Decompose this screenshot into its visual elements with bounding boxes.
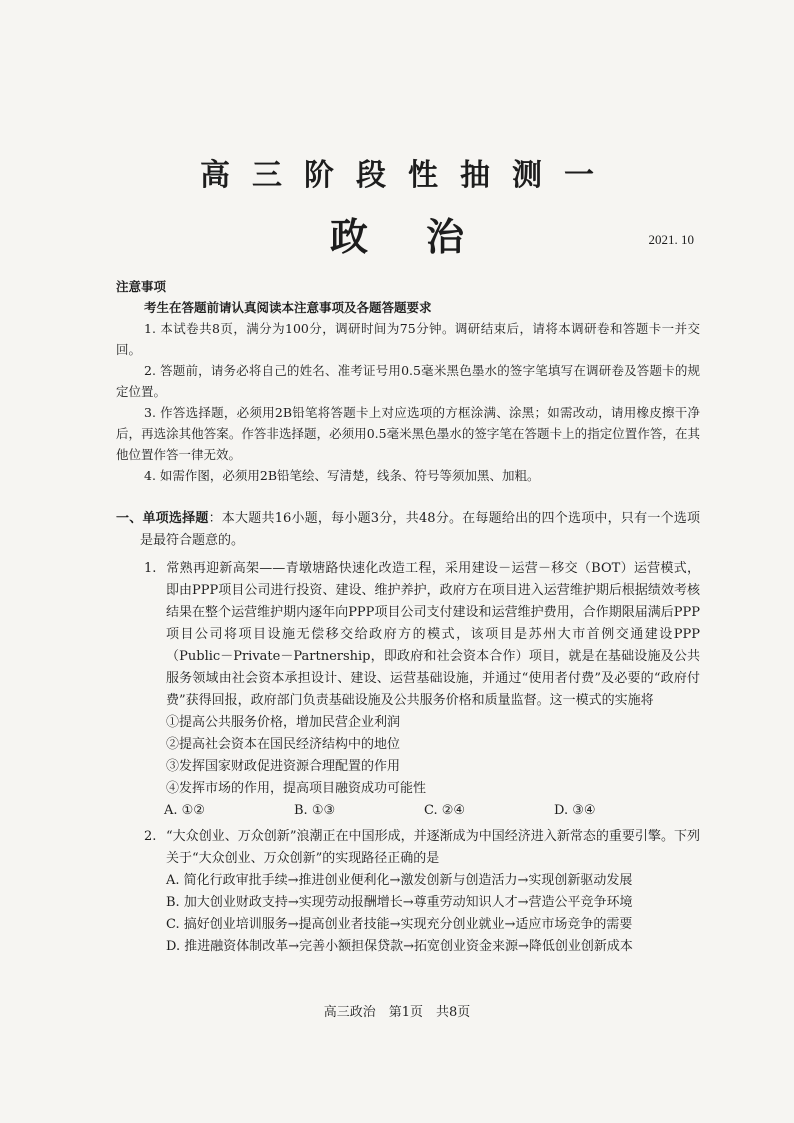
answer-choices	[116, 800, 700, 822]
section-title-bold: 一、单项选择题	[116, 511, 209, 526]
question-2	[116, 826, 700, 870]
choice-d: D. ③④	[554, 803, 596, 818]
option-a: A. 简化行政审批手续→推进创业便利化→激发创新与创造活力→实现创新驱动发展	[166, 873, 633, 888]
question-1	[116, 558, 700, 712]
notice-item: 1. 本试卷共8页，满分为100分，调研时间为75分钟。调研结束后，请将本调研卷和答题卡一并交回。	[116, 321, 700, 357]
choice-c: C. ②④	[424, 803, 466, 818]
choice-a: A. ①②	[164, 803, 205, 818]
statement-item: ④发挥市场的作用，提高项目融资成功可能性	[166, 781, 427, 796]
section-single-choice	[116, 508, 700, 958]
option-b: B. 加大创业财政支持→实现劳动报酬增长→尊重劳动知识人才→营造公平竞争环境	[166, 895, 633, 910]
subject-title: 政治	[329, 214, 522, 259]
question-stem: 常熟再迎新高架——青墩塘路快速化改造工程，采用建设－运营－移交（BOT）运营模式，即由PPP项目公司进行投资、建设、维护养护，政府方在项目进入运营维护期后根据绩效考核结果在整个运营维护期内逐年向PPP项目公司支付建设和运营维护费用，合作期限届满后PPP项目公司将项目设施无偿移交给政府方的模式，该项目是苏州大市首例交通建设PPP（Public－Private－Partnership，即政府和社会资本合作）项目，就是在基础设施及公共服务领域由社会资本承担设计、建设、运营基础设施，并通过“使用者付费”及必要的“政府付费”获得回报，政府部门负责基础设施及公共服务价格和质量监督。这一模式的实施将	[166, 561, 700, 708]
notice-item: 2. 答题前，请务必将自己的姓名、准考证号用0.5毫米黑色墨水的签字笔填写在调研卷及答题卡的规定位置。	[116, 363, 700, 399]
exam-title: 高三阶段性抽测一	[200, 158, 616, 193]
section-title	[116, 508, 700, 552]
question-stem: “大众创业、万众创新”浪潮正在中国形成，并逐渐成为中国经济进入新常态的重要引擎。下列关于“大众创业、万众创新”的实现路径正确的是	[166, 829, 700, 866]
section-title-rest: ：本大题共16小题，每小题3分，共48分。在每题给出的四个选项中，只有一个选项是最符合题意的。	[140, 511, 700, 548]
option-d: D. 推进融资体制改革→完善小额担保贷款→拓宽创业资金来源→降低创业创新成本	[166, 939, 633, 954]
option-c: C. 搞好创业培训服务→提高创业者技能→实现充分创业就业→适应市场竞争的需要	[166, 917, 633, 932]
question-number: 1.	[144, 561, 157, 576]
question-number: 2.	[144, 829, 157, 844]
statement-item: ②提高社会资本在国民经济结构中的地位	[166, 737, 401, 752]
notice-subheading: 考生在答题前请认真阅读本注意事项及各题答题要求	[144, 300, 432, 315]
notice-item: 3. 作答选择题，必须用2B铅笔将答题卡上对应选项的方框涂满、涂黑；如需改动，请用橡皮擦干净后，再选涂其他答案。作答非选择题，必须用0.5毫米黑色墨水的签字笔在答题卡上的指定位置作答，在其他位置作答一律无效。	[116, 405, 700, 462]
statement-item: ①提高公共服务价格，增加民营企业利润	[166, 715, 401, 730]
notice-item: 4. 如需作图，必须用2B铅笔绘、写清楚，线条、符号等须加黑、加粗。	[144, 468, 540, 483]
notice-heading: 注意事项	[116, 279, 167, 294]
page-footer: 高三政治 第1页 共8页	[323, 1005, 471, 1020]
exam-date: 2021. 10	[648, 232, 694, 247]
notice-block	[116, 276, 700, 486]
choice-b: B. ①③	[294, 803, 336, 818]
statement-item: ③发挥国家财政促进资源合理配置的作用	[166, 759, 401, 774]
